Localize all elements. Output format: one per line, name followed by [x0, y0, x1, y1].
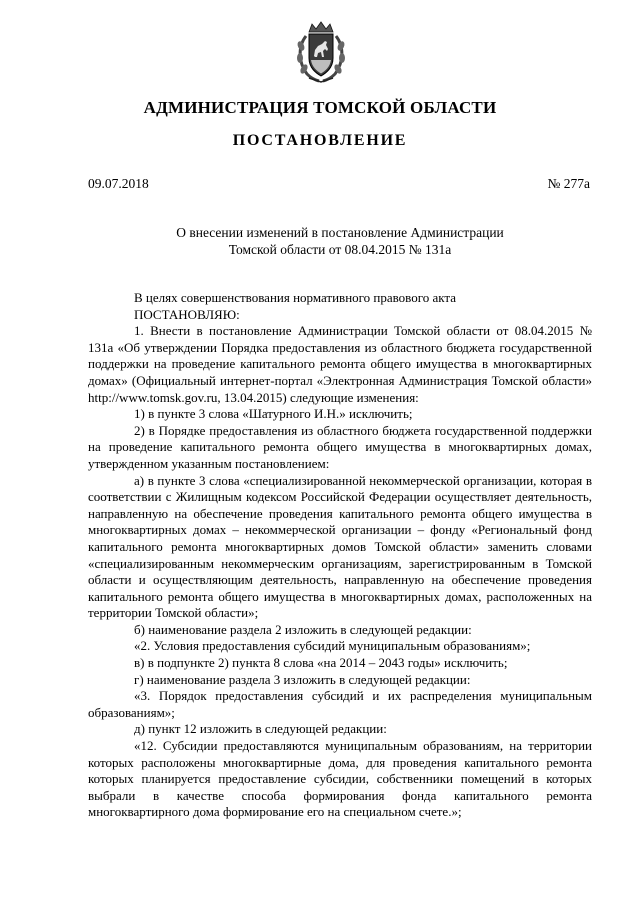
body-paragraph: б) наименование раздела 2 изложить в следующей редакции:: [134, 621, 472, 637]
body-paragraph: 1. Внести в постановление Администрации Томской области от 08.04.2015 № 131а «Об утверждении Порядка предоставления из областного бюджета государственной поддержки на проведение капитального ремонта общего имущества в многоквартирных домах» (Официальный интернет-портал «Электронная Администрация Томской области» http://www.tomsk.gov.ru, 13.04.2015) следующие изменения:: [88, 323, 592, 405]
body-paragraph: д) пункт 12 изложить в следующей редакции:: [134, 721, 387, 737]
body-paragraph: ПОСТАНОВЛЯЮ:: [134, 306, 240, 322]
body-paragraph: 2) в Порядке предоставления из областного бюджета государственной поддержки на проведение капитального ремонта общего имущества в многоквартирных домах, утвержденном указанным постановлением:: [88, 422, 592, 471]
subject-line: О внесении изменений в постановление Администрации: [176, 225, 504, 240]
document-type: ПОСТАНОВЛЕНИЕ: [232, 132, 408, 149]
subject-line: Томской области от 08.04.2015 № 131а: [228, 242, 452, 257]
body-paragraph: а) в пункте 3 слова «специализированной некоммерческой организации, которая в соответствии с Жилищным кодексом Российской Федерации осуществляет деятельность, направленную на обеспечение проведения капитального ремонта общего имущества в многоквартирных домах – некоммерческой организации – фонду «Региональный фонд капитального ремонта многоквартирных домов Томской области» заменить словами «специализированным некоммерческим организациям, зарегистрированным в Томской области и осуществляющим деятельность, направленную на обеспечение проведения капитального ремонта общего имущества в многоквартирных домах, расположенных на территории Томской области»;: [88, 472, 592, 621]
body-paragraph: 1) в пункте 3 слова «Шатурного И.Н.» исключить;: [134, 406, 413, 422]
body-paragraph: «3. Порядок предоставления субсидий и их распределения муниципальным образованиям»;: [88, 688, 592, 720]
document-body: [88, 290, 592, 821]
body-paragraph: «12. Субсидии предоставляются муниципальным образованиям, на территории которых расположены многоквартирные дома, для проведения капитального ремонта которых планируется предоставление субсидии, собственники помещений в которых выбрали в качестве способа формирования фонда капитального ремонта многоквартирного дома формирование его на специальном счете.»;: [88, 738, 592, 820]
organization-title: АДМИНИСТРАЦИЯ ТОМСКОЙ ОБЛАСТИ: [143, 98, 497, 117]
tomsk-region-coat-of-arms-icon: [295, 20, 347, 84]
body-paragraph: В целях совершенствования нормативного правового акта: [134, 290, 457, 305]
document-date: 09.07.2018: [88, 176, 149, 191]
body-paragraph: «2. Условия предоставления субсидий муниципальным образованиям»;: [134, 638, 531, 654]
document-number: № 277а: [547, 176, 590, 191]
body-paragraph: в) в подпункте 2) пункта 8 слова «на 2014 – 2043 годы» исключить;: [134, 655, 508, 671]
body-paragraph: г) наименование раздела 3 изложить в следующей редакции:: [134, 671, 471, 687]
document-subject: [88, 224, 592, 258]
